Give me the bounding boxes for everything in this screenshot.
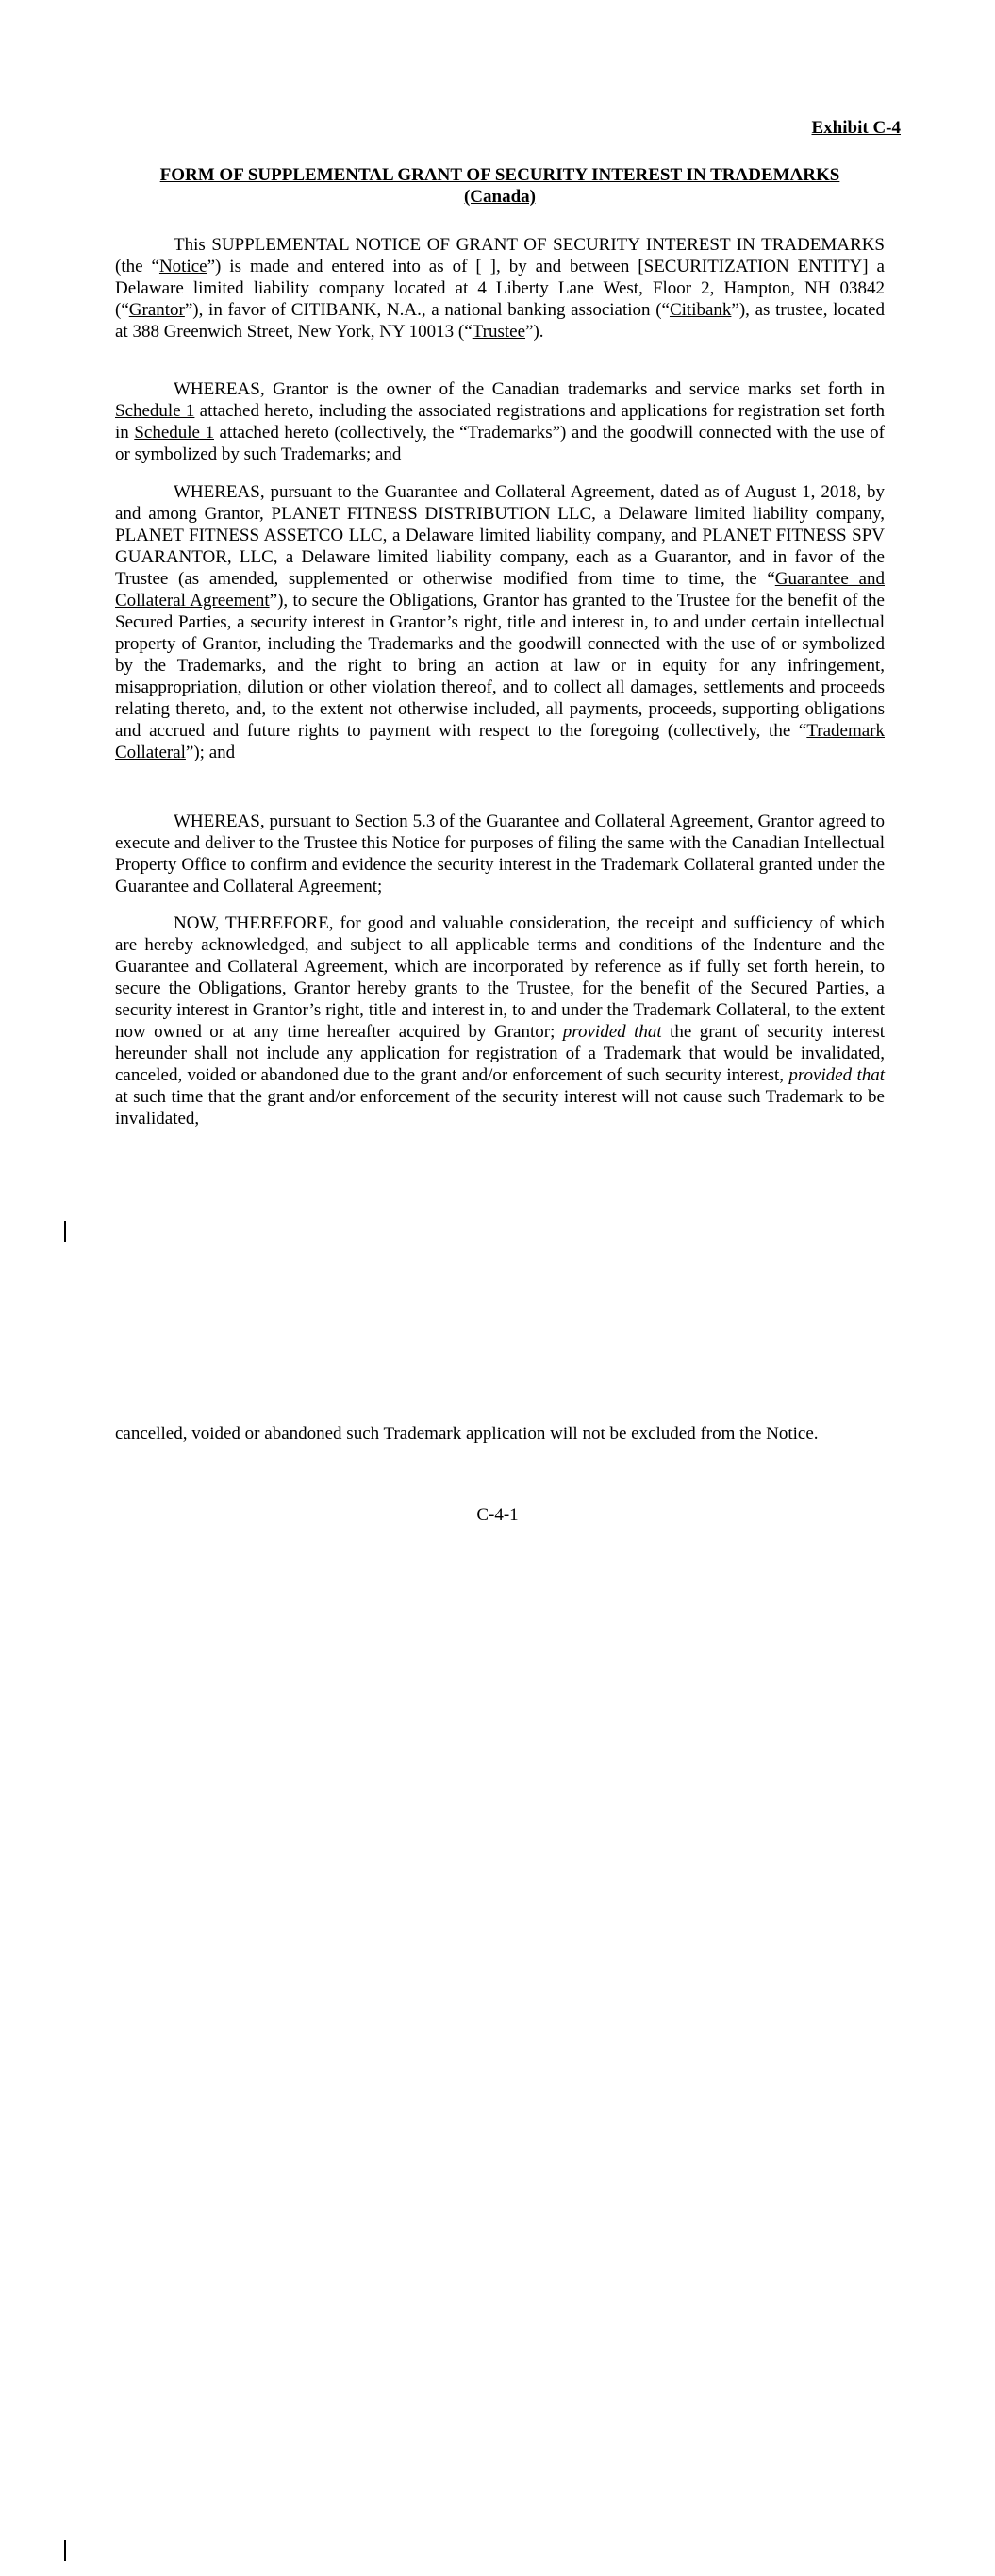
text-run: the grant of security interest hereunder shall not include any application for registration of a Trademark that would be invalidated, canceled, voided or abandoned due to the grant and/or enforcement of such security interest,	[115, 1022, 885, 1085]
text-run: attached hereto, including the associated registrations and applications for registration set forth in	[115, 401, 885, 443]
text-run: ”), in favor of CITIBANK, N.A., a national banking association (“	[184, 300, 670, 320]
paragraph-whereas-trademarks	[115, 378, 885, 465]
proviso-italic: provided that	[788, 1065, 885, 1085]
paragraph-whereas-agreement	[115, 481, 885, 763]
defined-term-guarantee-agreement: Guarantee and Collateral Agreement	[115, 569, 885, 611]
document-title-line-2: (Canada)	[463, 187, 536, 207]
text-run: ”) is made and entered into as of [ ], by and between [SECURITIZATION ENTITY] a Delaware limited liability company located at 4 Liberty Lane West, Floor 2, Hampton, NH 03842 (“	[115, 257, 885, 320]
defined-term-trustee: Trustee	[472, 322, 526, 342]
text-run: ”), as trustee, located at 388 Greenwich Street, New York, NY 10013 (“	[115, 300, 886, 342]
schedule-reference: Schedule 1	[115, 401, 195, 421]
paragraph-whereas-section	[115, 811, 885, 897]
defined-term-citibank: Citibank	[669, 300, 732, 320]
text-run: WHEREAS, Grantor is the owner of the Canadian trademarks and service marks set forth in	[174, 379, 885, 399]
text-run: WHEREAS, pursuant to the Guarantee and Collateral Agreement, dated as of August 1, 2018, by and among Grantor, PLANET FITNESS DISTRIBUTION LLC, a Delaware limited liability company, PLANET FITNESS ASSETCO LLC, a Delaware limited liability company, and PLANET FITNESS SPV GUARANTOR, LLC, a Delaware limited liability company, each as a Guarantor, and in favor of the Trustee (as amended, supplemented or otherwise modified from time to time, the “	[115, 482, 885, 589]
text-run: ”), to secure the Obligations, Grantor has granted to the Trustee for the benefit of the Secured Parties, a security interest in Grantor’s right, title and interest in, to and under certain intellectual property of Grantor, including the Trademarks and the goodwill connected with the use of or symbolized by the Trademarks, and the right to bring an action at law or in equity for any infringement, misappropriation, dilution or other violation thereof, and to collect all damages, settlements and proceeds relating thereto, and, to the extent not otherwise included, all payments, proceeds, supporting obligations and accrued and future rights to payment with respect to the foregoing (collectively, the “	[115, 591, 885, 741]
document-title	[115, 164, 885, 208]
defined-term-trademark-collateral: Trademark Collateral	[115, 721, 885, 762]
text-run: cancelled, voided or abandoned such Trademark application will not be excluded from the Notice.	[115, 1424, 819, 1444]
text-run: ”).	[525, 322, 544, 342]
page-number: C-4-1	[476, 1505, 519, 1525]
text-run: NOW, THEREFORE, for good and valuable consideration, the receipt and sufficiency of which are hereby acknowledged, and subject to all applicable terms and conditions of the Indenture and the Guarantee and Collateral Agreement, which are incorporated by reference as if fully set forth herein, to secure the Obligations, Grantor hereby grants to the Trustee, for the benefit of the Secured Parties, a security interest in Grantor’s right, title and interest in, to and under the Trademark Collateral, to the extent now owned or at any time hereafter acquired by Grantor;	[115, 913, 885, 1042]
schedule-reference: Schedule 1	[134, 423, 214, 443]
margin-change-bar	[64, 2540, 66, 2561]
defined-term-grantor: Grantor	[128, 300, 185, 320]
margin-change-bar	[64, 1221, 66, 1242]
text-run: attached hereto (collectively, the “Trademarks”) and the goodwill connected with the use of or symbolized by such Trademarks; and	[115, 423, 885, 464]
text-run: at such time that the grant and/or enforcement of the security interest will not cause such Trademark to be invalidated,	[115, 1087, 885, 1129]
text-run: WHEREAS, pursuant to Section 5.3 of the Guarantee and Collateral Agreement, Grantor agreed to execute and deliver to the Trustee this Notice for purposes of filing the same with the Canadian Intellectual Property Office to confirm and evidence the security interest in the Trademark Collateral granted under the Guarantee and Collateral Agreement;	[115, 811, 885, 896]
defined-term-notice: Notice	[158, 257, 207, 276]
exhibit-label: Exhibit C-4	[811, 118, 901, 138]
paragraph-notice-intro	[115, 234, 885, 343]
text-run: This SUPPLEMENTAL NOTICE OF GRANT OF SECURITY INTEREST IN TRADEMARKS (the “	[115, 235, 885, 276]
text-run: ”); and	[185, 743, 236, 762]
paragraph-now-therefore	[115, 912, 885, 1129]
paragraph-continuation	[115, 1423, 885, 1445]
document-title-line-1: FORM OF SUPPLEMENTAL GRANT OF SECURITY INTEREST IN TRADEMARKS	[159, 165, 840, 185]
proviso-italic: provided that	[562, 1022, 662, 1042]
